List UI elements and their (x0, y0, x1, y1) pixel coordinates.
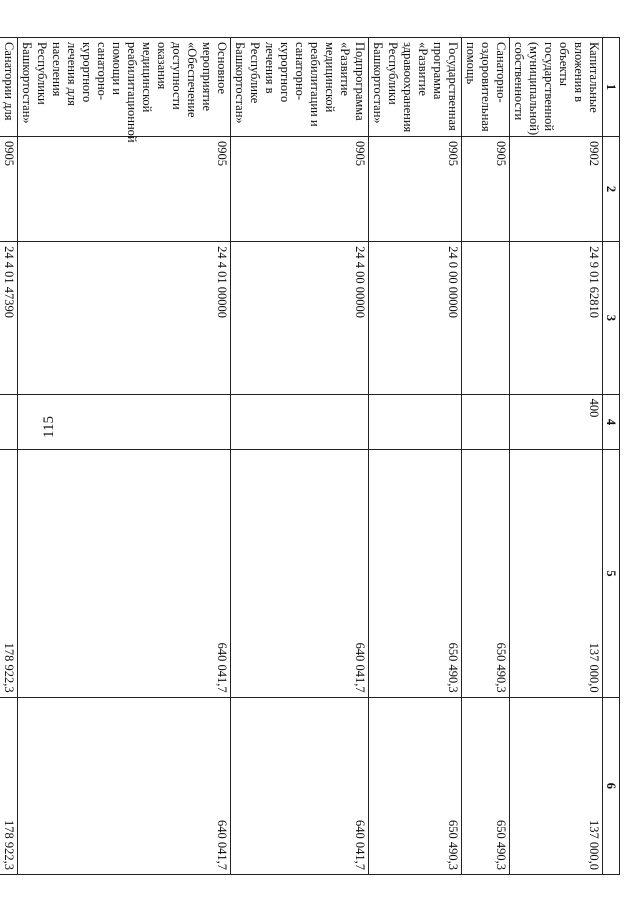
table-row (510, 38, 603, 875)
table-header-row (603, 38, 620, 875)
header-cell: 4 (603, 394, 620, 450)
row-code-cell: 0905 (369, 136, 462, 241)
table-row (369, 38, 462, 875)
row-code-cell: 0902 (510, 136, 603, 241)
row-code-cell: 0905 (462, 136, 510, 241)
budget-table (0, 37, 620, 875)
header-cell: 1 (603, 38, 620, 137)
row-value-5-cell: 650 490,3 (369, 450, 462, 697)
row-vr-cell (0, 394, 18, 450)
row-vr-cell: 400 (510, 394, 603, 450)
row-code-cell: 0905 (231, 136, 369, 241)
table-row (0, 38, 18, 875)
header-cell: 6 (603, 697, 620, 874)
row-vr-cell (369, 394, 462, 450)
table-row (462, 38, 510, 875)
row-name-cell: Санаторно-оздоровительная помощь (462, 38, 510, 137)
row-value-5-cell: 640 041,7 (231, 450, 369, 697)
row-code-cell: 0905 (0, 136, 18, 241)
row-value-6-cell: 640 041,7 (231, 697, 369, 874)
row-kcsr-cell: 24 9 01 62810 (510, 242, 603, 395)
row-value-6-cell: 640 041,7 (18, 697, 231, 874)
row-value-6-cell: 137 000,0 (510, 697, 603, 874)
row-kcsr-cell (462, 242, 510, 395)
row-kcsr-cell: 24 4 01 00000 (18, 242, 231, 395)
header-cell: 5 (603, 450, 620, 697)
table-row (231, 38, 369, 875)
page-number: 115 (41, 416, 57, 438)
row-value-6-cell: 178 922,3 (0, 697, 18, 874)
row-value-6-cell: 650 490,3 (369, 697, 462, 874)
row-kcsr-cell: 24 4 00 00000 (231, 242, 369, 395)
row-kcsr-cell: 24 0 00 00000 (369, 242, 462, 395)
header-cell: 2 (603, 136, 620, 241)
row-name-cell: Капитальные вложения в объекты государственной (муниципальной) собственности (510, 38, 603, 137)
row-value-5-cell: 178 922,3 (0, 450, 18, 697)
row-name-cell: Основное мероприятие «Обеспечение доступности оказания медицинской реабилитационной помощи и санаторно-курортного лечения для населения Республики Башкортостан» (18, 38, 231, 137)
row-vr-cell (231, 394, 369, 450)
row-name-cell: Подпрограмма «Развитие медицинской реабилитации и санаторно-курортного лечения в Республике Башкортостан» (231, 38, 369, 137)
row-code-cell: 0905 (18, 136, 231, 241)
header-cell: 3 (603, 242, 620, 395)
row-name-cell: Государственная программа «Развитие здравоохранения Республики Башкортостан» (369, 38, 462, 137)
table-body (0, 38, 603, 875)
row-value-6-cell: 650 490,3 (462, 697, 510, 874)
row-value-5-cell: 650 490,3 (462, 450, 510, 697)
row-vr-cell (18, 394, 231, 450)
table-row (18, 38, 231, 875)
row-name-cell: Санатории для (0, 38, 18, 137)
row-value-5-cell: 137 000,0 (510, 450, 603, 697)
row-value-5-cell: 640 041,7 (18, 450, 231, 697)
row-kcsr-cell: 24 4 01 47390 (0, 242, 18, 395)
row-vr-cell (462, 394, 510, 450)
